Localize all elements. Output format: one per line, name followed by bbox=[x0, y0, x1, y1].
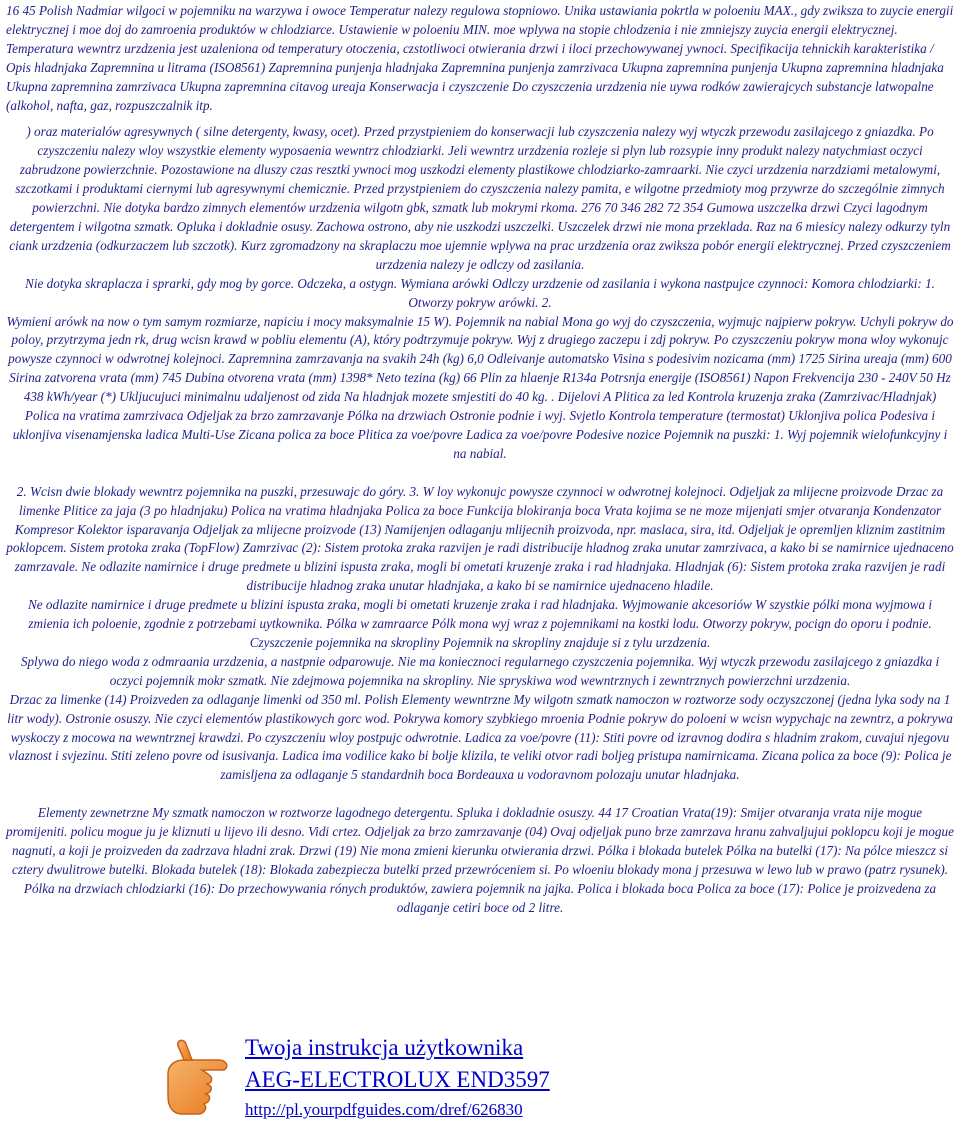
paragraph: 2. Wcisn dwie blokady wewntrz pojemnika na puszki, przesuwajc do góry. 3. W loy wykonujc powysze czynnoci w odwrotnej kolejnoci. Odjeljak za mlijecne proizvode Drzac za limenke Plitice za jaja (3 po hladnjaku) Polica na vratima hladnjaka Polica za boce Funkcija blokiranja boca Vrata kojima se ne moze mijenjati smjer otvaranja Kondenzator Kompresor Kolektor isparavanja Odjeljak za mlijecne proizvode (13) Namijenjen odlaganju mlijecnih proizvoda, npr. maslaca, sira, itd. Odjeljak je opremljen kliznim zastitnim poklopcem. Sistem protoka zraka (TopFlow) Zamrzivac (2): Sistem protoka zraka razvijen je radi distribucije hladnog zraka unutar zamrzivaca, a kako bi se namirnice ujednaceno zamrzavale. Ne odlazite namirnice i druge predmete u blizini ispusta zraka, mogli bi ometati kruzenje zraka i rad hladnjaka. Hladnjak (6): Sistem protoka zraka razvijen je radi distribucije hladnog zraka unutar hladnjaka, a kako bi se namirnice ujednaceno hladile. bbox=[6, 483, 954, 594]
paragraph: Pólka na drzwiach chlodziarki (16): Do przechowywania rónych produktów, zawiera pojemnik na jajka. Polica i blokada boca Polica za boce (17): Police je proizvedena za odlaganje cetiri boce od 2 litre. bbox=[23, 880, 937, 915]
footer bbox=[150, 1032, 850, 1128]
paragraph: ) oraz materialów agresywnych ( silne detergenty, kwasy, ocet). Przed przystpieniem do konserwacji lub czyszczenia nalezy wyj wtyczk przewodu zasilajcego z gniazdka. Po czyszczeniu nalezy wloy wszystkie elementy wyposaenia wewntrz chlodziarki. Jeli wewntrz urzdzenia rozleje si plyn lub rozsypie inny produkt nalezy natychmiast oczyci zabrudzone powierzchnie. Pozostawione na dluszy czas resztki ywnoci mog uszkodzi elementy plastikowe chlodziarko-zamraarki. Nie czyci urzdzenia narzdziami metalowymi, szczotkami i produktami ciernymi lub agresywnymi chemicznie. Przed przystpieniem do czyszczenia nalezy pamita, e wilgotne przedmioty mog przywrze do szczególnie zimnych powierzchni. Nie dotyka bardzo zimnych elementów urzdzenia wilgotn gbk, szmatk lub mokrymi rkoma. 276 70 346 282 72 354 Gumowa uszczelka drzwi Czyci lagodnym detergentem i wilgotna szmatk. Opluka i dokladnie osusy. Zachowa ostrono, aby nie uszkodzi uszczelki. Uszczelek drzwi nie mona przeklada. Raz na 6 miesicy nalezy odkurzy tyln ciank urzdzenia (odkurzaczem lub szczotk). Kurz zgromadzony na skraplaczu moe ujemnie wplywa na prac urzdzenia oraz zwiksza pobór energii elektrycznej. Przed czyszczeniem urzdzenia nalezy je odlczy od zasilania. bbox=[9, 124, 951, 272]
manual-title-link[interactable]: Twoja instrukcja użytkownika bbox=[245, 1035, 524, 1060]
paragraph: 16 45 Polish Nadmiar wilgoci w pojemniku na warzywa i owoce Temperatur nalezy regulowa stopniowo. Unika ustawiania pokrtla w poloeniu MAX., gdy zwiksza to zuycie energii elektrycznej i moe doj do zamroenia produktów w chlodziarce. Ustawienie w poloeniu MIN. moe wplywa na stopie chlodzenia i nie zmniejszy zuycia energii elektrycznej. Temperatura wewntrz urzdzenia jest uzaleniona od temperatury otoczenia, czstotliwoci otwierania drzwi i iloci przechowywanej ywnoci. Specifikacija tehnickih karakteristika / Opis hladnjaka Zapremnina u litrama (ISO8561) Zapremnina punjenja hladnjaka Zapremnina punjenja zamrzivaca Ukupna zapremnina punjenja Ukupna zapremnina hladnjaka Ukupna zapremnina zamrzivaca Ukupna zapremnina citavog ureaja Konserwacja i czyszczenie Do czyszczenia urzdzenia nie uywa rodków zawierajcych substancje latwopalne (alkohol, nafta, gaz, rozpuszczalnik itp. bbox=[6, 3, 954, 113]
footer-links bbox=[245, 1032, 550, 1122]
paragraph: Nie dotyka skraplacza i sprarki, gdy mog by gorce. Odczeka, a ostygn. Wymiana arówki Odlczy urzdzenie od zasilania i wykona nastpujce czynnoci: Komora chlodziarki: 1. Otworzy pokryw arówki. 2. bbox=[25, 275, 935, 310]
product-model-link[interactable]: AEG-ELECTROLUX END3597 bbox=[245, 1067, 550, 1092]
paragraph: Wymieni arówk na now o tym samym rozmiarze, napiciu i mocy maksymalnie 15 W). Pojemnik na nabial Mona go wyj do czyszczenia, wyjmujc najpierw pokryw. Uchyli pokryw do poloy, przytrzyma jedn rk, drug wcisn krawd w pobliu elementu (A), który podtrzymuje pokryw. Wyj z drugiego zaczepu i zdj pokryw. Po czyszczeniu pokryw mona wloy wykonujc powysze czynnoci w odwrotnej kolejnoci. Zapremnina zamrzavanja na svakih 24h (kg) 6,0 Odleivanje automatsko Visina s podesivim nozicama (mm) 1725 Sirina ureaja (mm) 600 Sirina zatvorena vrata (mm) 745 Dubina otvorena vrata (mm) 1398* Neto tezina (kg) 66 Plin za hlaenje R134a Potrsnja energije (ISO8561) Napon Frekvencija 230 - 240V 50 Hz 438 kWh/year (*) Ukljucujuci minimalnu udaljenost od zida Na hladnjak mozete smjestiti do 40 kg. . Dijelovi A Plitica za led Kontrola kruzenja zraka (Zamrzivac/Hladnjak) Polica na vratima zamrzivaca Odjeljak za brzo zamrzavanje Pólka na drzwiach Ostronie podnie i wyj. Svjetlo Kontrola temperature (termostat) Uklonjiva polica Podesiva i uklonjiva visenamjenska ladica Multi-Use Zicana polica za boce Plitica za voe/povre Ladica za voe/povre Podesive nozice Pojemnik na puszki: 1. Wyj pojemnik wielofunkcyjny i na nabial. bbox=[6, 313, 954, 461]
paragraph: Elementy zewnetrzne My szmatk namoczon w roztworze lagodnego detergentu. Spluka i dokladnie osuszy. 44 17 Croatian Vrata(19): Smijer otvaranja vrata nije mogue promijeniti. policu mogue ju je kliznuti u lijevo ili desno. Vidi crtez. Odjeljak za brzo zamrzavanje (04) Ovaj odjeljak puno brze zamrzava hranu zahvaljujui poklopcu koji je mogue nagnuti, a koji je proizveden da zadrzava hladni zrak. Drzwi (19) Nie mona zmieni kierunku otwierania drzwi. Pólka i blokada butelek Pólka na butelki (17): Na pólce mieszcz si cztery dwulitrowe butelki. Blokada butelek (18): Blokada zabezpiecza butelki przed przewróceniem si. Po wloeniu blokady mona j przesuwa w lewo lub w prawo (patrz rysunek). bbox=[6, 805, 954, 877]
pointing-hand-icon bbox=[158, 1034, 244, 1124]
document-body bbox=[6, 2, 954, 918]
paragraph: Splywa do niego woda z odmraania urzdzenia, a nastpnie odparowuje. Nie ma koniecznoci regularnego czyszczenia pojemnika. Wyj wtyczk przewodu zasilajcego z gniazdka i oczyci pojemnik mokr szmatk. Nie zdejmowa pojemnika na skropliny. Nie spryskiwa wod wewntrznych i zewntrznych powierzchni urzdzenia. bbox=[20, 653, 940, 688]
paragraph: Ne odlazite namirnice i druge predmete u blizini ispusta zraka, mogli bi ometati kruzenje zraka i rad hladnjaka. Wyjmowanie akcesoriów W szystkie pólki mona wyjmowa i zmienia ich poloenie, zgodnie z potrzebami uytkownika. Pólka w zamraarce Pólk mona wyj wraz z pojemnikami na kostki lodu. Otworzy pokryw, pocign do oporu i podnie. Czyszczenie pojemnika na skropliny Pojemnik na skropliny znajduje si z tylu urzdzenia. bbox=[27, 597, 933, 650]
source-url-link[interactable]: http://pl.yourpdfguides.com/dref/626830 bbox=[245, 1100, 523, 1119]
paragraph: Drzac za limenke (14) Proizveden za odlaganje limenki od 350 ml. Polish Elementy wewntrzne My wilgotn szmatk namoczon w roztworze sody oczyszczonej (jedna lyka sody na 1 litr wody). Ostronie osuszy. Nie czyci elementów plastikowych gorc wod. Pokrywa komory szybkiego mroenia Podnie pokryw do poloeni w wcisn wypychajc na zewntrz, a pokrywa wyskoczy z mocowa na wewntrznej krawdzi. Po czyszczeniu wloy postpujc odwrotnie. Ladica za voe/povre (11): Stiti povre od izravnog dodira s hladnim zrakom, cuvajui njegovu vlaznost i svjezinu. Stiti zeleno povre od isusivanja. Ladica ima vodilice kako bi bolje klizila, te veliki otvor radi boljeg pristupa namirnicama. Zicana polica za boce (9): Polica je zamisljena za odlaganje 5 standardnih boca Bordeauxa u vodoravnom polozaju unutar hladnjaka. bbox=[7, 691, 953, 783]
